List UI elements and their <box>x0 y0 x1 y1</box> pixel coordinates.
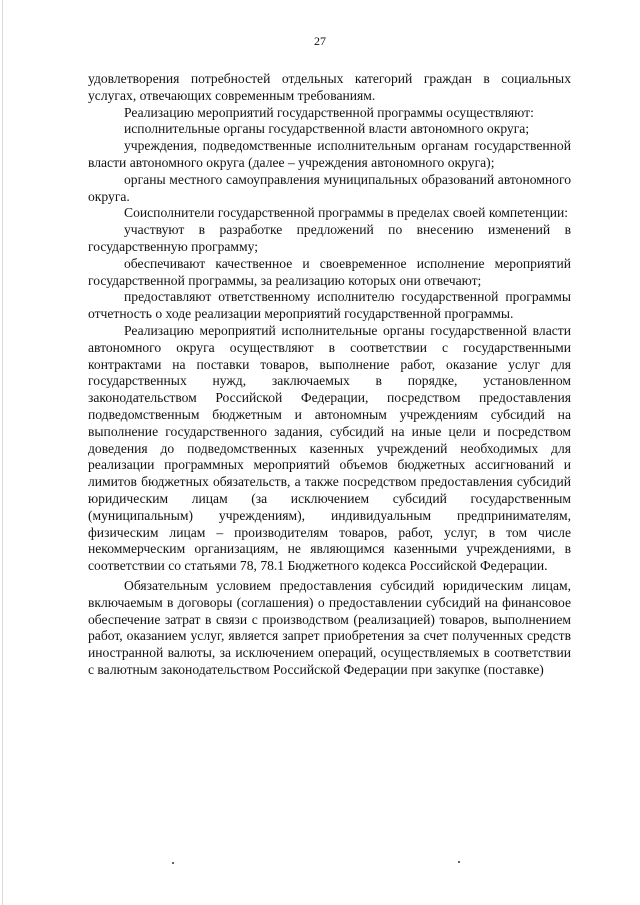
paragraph: предоставляют ответственному исполнителю государственной программы отчетность о ходе реализации мероприятий государственной программы. <box>88 289 571 322</box>
scan-speck <box>458 861 460 863</box>
paragraph: обеспечивают качественное и своевременное исполнение мероприятий государственной программы, за реализацию которых они отвечают; <box>88 255 571 288</box>
scan-speck <box>172 862 174 864</box>
paragraph: учреждения, подведомственные исполнительным органам государственной власти автономного округа (далее – учреждения автономного округа); <box>88 138 571 170</box>
paragraph: Обязательным условием предоставления субсидий юридическим лицам, включаемым в договоры (соглашения) о предоставлении субсидий на финансовое обеспечение затрат в связи с производством (реализацией) товаров, выполнением работ, оказанием услуг, является запрет приобретения за счет полученных средств иностранной валюты, за исключением операций, осуществляемых в соответствии с валютным законодательством Российской Федерации при закупке (поставке) <box>88 577 571 677</box>
document-body <box>88 71 571 679</box>
paragraph: Соисполнители государственной программы в пределах своей компетенции: <box>124 205 569 221</box>
page-number: 27 <box>314 34 326 48</box>
paragraph: Реализацию мероприятий исполнительные органы государственной власти автономного округа осуществляют в соответствии с государственными контрактами на поставки товаров, выполнение работ, оказание услуг для государственных нужд, заключаемых в порядке, установленном законодательством Российской Федерации, посредством предоставления подведомственным бюджетным и автономным учреждениям субсидий на выполнение государственного задания, субсидий на иные цели и посредством доведения до подведомственных казенных учреждений необходимых для реализации программных мероприятий объемов бюджетных ассигнований и лимитов бюджетных обязательств, а также посредством предоставления субсидий юридическим лицам (за исключением субсидий государственным (муниципальным) учреждениям), индивидуальным предпринимателям, физическим лицам – производителям товаров, работ, услуг, в том числе некоммерческим организациям, не являющимся казенными учреждениями, в соответствии со статьями 78, 78.1 Бюджетного кодекса Российской Федерации. <box>88 322 571 574</box>
paragraph: удовлетворения потребностей отдельных категорий граждан в социальных услугах, отвечающих современным требованиям. <box>88 71 571 103</box>
paragraph: участвуют в разработке предложений по внесению изменений в государственную программу; <box>88 222 571 254</box>
scan-edge <box>2 0 3 905</box>
paragraph: органы местного самоуправления муниципальных образований автономного округа. <box>88 171 571 204</box>
paragraph: Реализацию мероприятий государственной программы осуществляют: <box>124 104 534 120</box>
paragraph: исполнительные органы государственной власти автономного округа; <box>124 121 530 137</box>
